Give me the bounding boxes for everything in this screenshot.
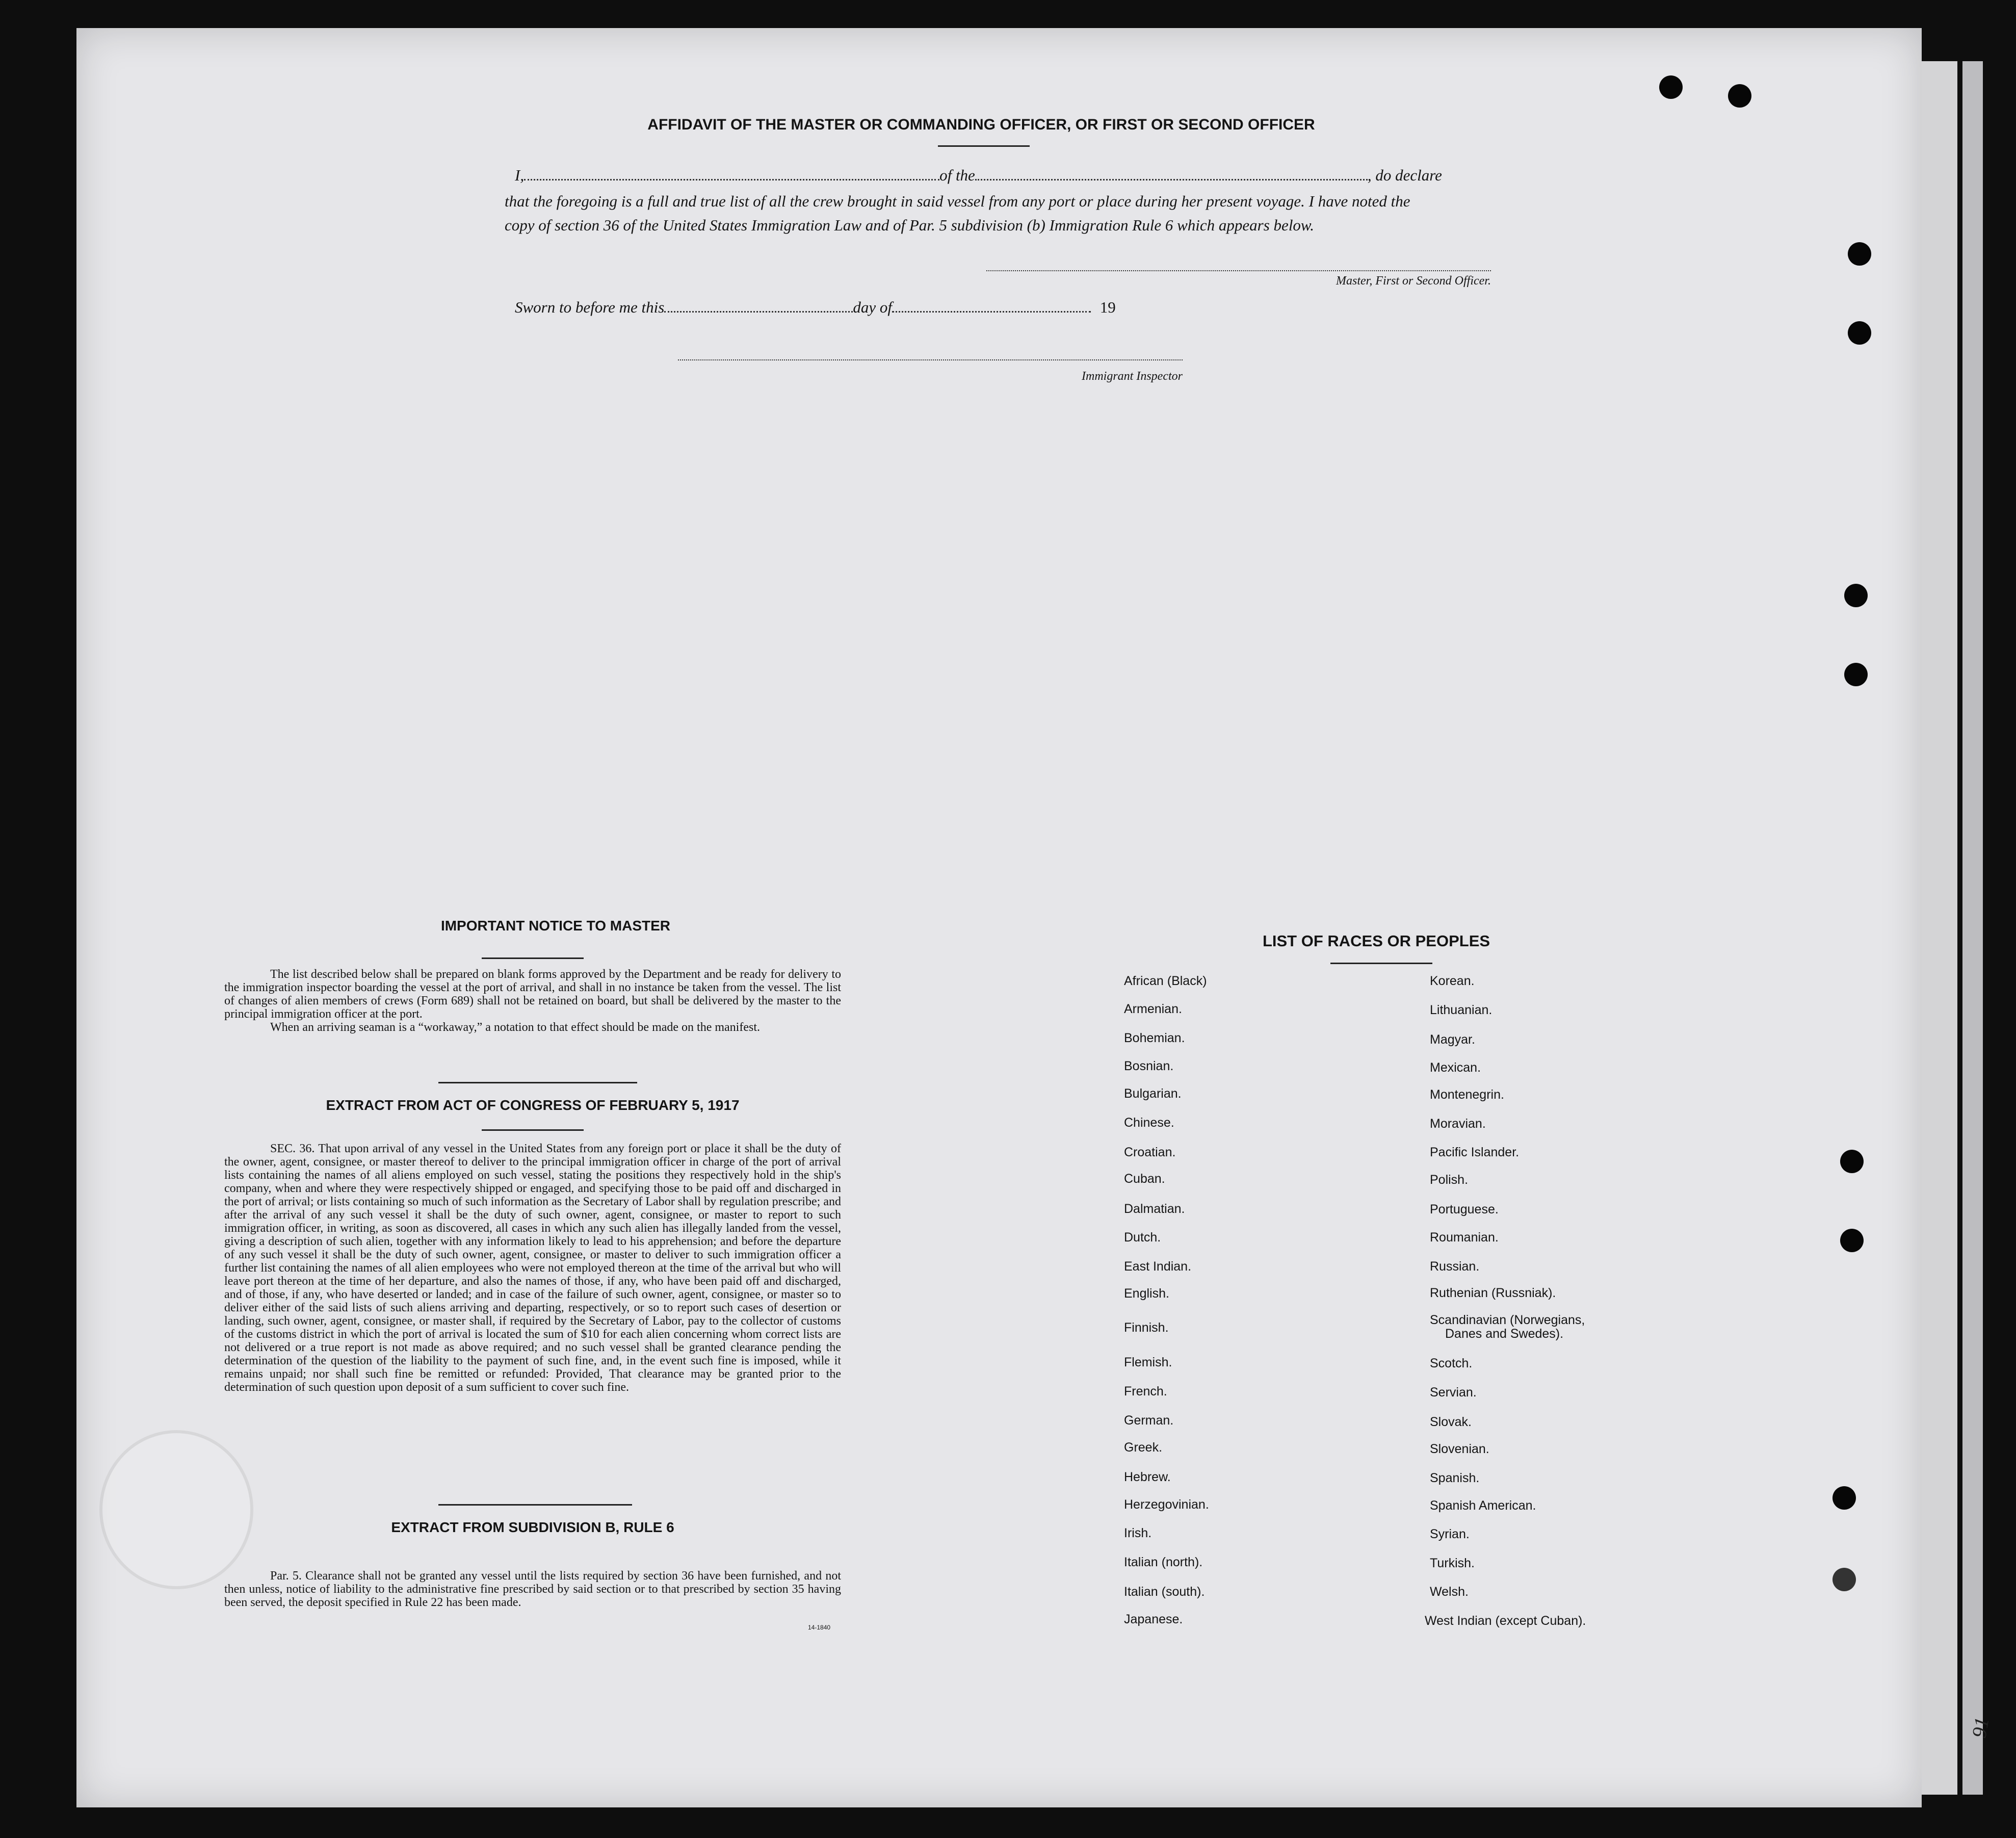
embossed-seal xyxy=(99,1430,253,1589)
affidavit-body xyxy=(505,161,1494,238)
act-extract-title: EXTRACT FROM ACT OF CONGRESS OF FEBRUARY 5, 1917 xyxy=(326,1097,740,1113)
race-right-item: Scandinavian (Norwegians, xyxy=(1430,1313,1585,1327)
notice-title: IMPORTANT NOTICE TO MASTER xyxy=(440,918,671,934)
race-right-item: Servian. xyxy=(1430,1385,1477,1400)
race-right-item: Slovenian. xyxy=(1430,1442,1489,1456)
race-right-item: Portuguese. xyxy=(1430,1202,1499,1216)
binder-hole xyxy=(1844,584,1868,607)
binder-hole xyxy=(1844,663,1868,686)
notice-paragraph-1: The list described below shall be prepared on blank forms approved by the Department and be ready for delivery to the immigration inspector boarding the vessel at the port of arrival, and shall in no instance be taken from the vessel. The list of changes of alien members of crews (Form 689) shall not be retained on board, but shall be delivered by the master to the principal immigration officer at the port. xyxy=(224,968,841,1021)
notice-paragraph-2: When an arriving seaman is a “workaway,” a notation to that effect should be made on the manifest. xyxy=(270,1021,760,1034)
notice-body xyxy=(224,968,841,1034)
race-right-item: Magyar. xyxy=(1430,1032,1475,1047)
race-left-item: Italian (south). xyxy=(1124,1585,1205,1599)
binder-hole xyxy=(1659,75,1683,99)
race-left-item: German. xyxy=(1124,1413,1174,1428)
race-left-item: French. xyxy=(1124,1384,1167,1399)
binder-hole xyxy=(1832,1568,1856,1591)
binder-hole xyxy=(1848,242,1871,266)
form-number: 14-1840 xyxy=(808,1624,831,1631)
divider xyxy=(938,145,1030,147)
race-right-item-continued: Danes and Swedes). xyxy=(1445,1327,1564,1341)
inspector-signature-line xyxy=(678,359,1183,360)
page-edge xyxy=(1922,61,1957,1795)
affidavit-line-1: I, of the , do declare xyxy=(515,166,1442,184)
affidavit-line-2: that the foregoing is a full and true list of all the crew brought in said vessel from any port or place during her present voyage. I have noted the xyxy=(505,192,1410,210)
divider xyxy=(482,1129,584,1131)
divider xyxy=(438,1082,637,1083)
margin-handwritten-number: 91 xyxy=(1967,1715,1994,1740)
race-left-item: African (Black) xyxy=(1124,974,1207,988)
rule-extract-text: Par. 5. Clearance shall not be granted any vessel until the lists required by section 36 have been furnished, and not then unless, notice of liability to the administrative fine prescribed by said section or to that prescribed by section 35 having been served, the deposit specified in Rule 22 has been made. xyxy=(224,1569,841,1609)
month-blank xyxy=(892,310,1091,313)
race-left-item: Bosnian. xyxy=(1124,1059,1174,1073)
divider xyxy=(1330,963,1432,964)
race-left-item: Italian (north). xyxy=(1124,1555,1203,1569)
race-left-item: Cuban. xyxy=(1124,1172,1165,1186)
inspector-signature-label: Immigrant Inspector xyxy=(1082,370,1183,383)
race-right-item: Spanish. xyxy=(1430,1471,1480,1485)
race-left-item: Herzegovinian. xyxy=(1124,1497,1209,1512)
race-left-item: Croatian. xyxy=(1124,1145,1176,1159)
race-left-item: Dalmatian. xyxy=(1124,1202,1185,1216)
race-right-item: Pacific Islander. xyxy=(1430,1145,1520,1159)
race-left-item: Irish. xyxy=(1124,1526,1152,1540)
binder-hole xyxy=(1728,84,1751,108)
race-left-item: Hebrew. xyxy=(1124,1470,1171,1484)
binder-hole xyxy=(1840,1150,1864,1173)
race-right-item: Polish. xyxy=(1430,1173,1469,1187)
act-extract-text: SEC. 36. That upon arrival of any vessel in the United States from any foreign port or place it shall be the duty of the owner, agent, consignee, or master thereof to deliver to the principal immigration officer in charge of the port of arrival lists containing the names of all aliens employed on such vessel, stating the positions they respectively hold in the ship's company, when and where they were respectively shipped or engaged, and specifying those to be paid off and discharged in the port of arrival; or lists containing so much of such information as the Secretary of Labor shall by regulation prescribe; and after the arrival of any such vessel it shall be the duty of such owner, agent, consignee, or master to report to such immigration officer, in writing, as soon as discovered, all cases in which any such alien has illegally landed from the vessel, giving a description of such alien, together with any information likely to lead to his apprehension; and before the departure of any such vessel it shall be the duty of such owner, agent, consignee, or master to deliver to such immigration officer a further list containing the names of all alien employees who were not employed thereon at the time of the arrival but who will leave port thereon at the time of her departure, and also the names of those, if any, who have been paid off and discharged, and of those, if any, who have deserted or landed; and in case of the failure of such owner, agent, consignee, or master so to deliver either of the said lists of such aliens arriving and departing, respectively, or so to report such cases of desertion or landing, such owner, agent, consignee, or master shall, if required by the Secretary of Labor, pay to the collector of customs of the customs district in which the port of arrival is located the sum of $10 for each alien concerning whom correct lists are not delivered or a true report is not made as above required; and no such vessel shall be granted clearance pending the determination of the question of the liability to the payment of such fine, and, in the event such fine is imposed, while it remains unpaid; nor shall such fine be remitted or refunded: Provided, That clearance may be granted prior to the determination of such question upon deposit of a sum sufficient to cover such fine. xyxy=(224,1142,841,1394)
race-right-item: West Indian (except Cuban). xyxy=(1425,1614,1586,1628)
race-right-item: Spanish American. xyxy=(1430,1498,1536,1513)
race-right-item: Korean. xyxy=(1430,974,1475,988)
vessel-blank xyxy=(975,178,1368,180)
race-right-item: Syrian. xyxy=(1430,1527,1470,1541)
officer-signature-label: Master, First or Second Officer. xyxy=(1336,274,1491,288)
race-right-item: Russian. xyxy=(1430,1259,1480,1274)
race-left-item: Chinese. xyxy=(1124,1116,1174,1130)
race-right-item: Slovak. xyxy=(1430,1415,1472,1429)
race-left-item: Armenian. xyxy=(1124,1002,1182,1016)
race-right-item: Mexican. xyxy=(1430,1060,1481,1075)
race-left-item: English. xyxy=(1124,1286,1169,1301)
race-left-item: Bohemian. xyxy=(1124,1031,1185,1045)
affidavit-line-3: copy of section 36 of the United States Immigration Law and of Par. 5 subdivision (b) Immigration Rule 6 which appears below. xyxy=(505,216,1315,234)
binder-hole xyxy=(1840,1229,1864,1252)
name-blank xyxy=(524,178,939,180)
race-left-item: Japanese. xyxy=(1124,1612,1183,1626)
day-blank xyxy=(664,310,853,313)
race-left-item: Finnish. xyxy=(1124,1321,1169,1335)
race-left-item: Dutch. xyxy=(1124,1230,1161,1245)
race-right-item: Roumanian. xyxy=(1430,1230,1499,1245)
race-right-item: Moravian. xyxy=(1430,1117,1486,1131)
divider xyxy=(482,957,584,959)
race-left-item: East Indian. xyxy=(1124,1259,1192,1274)
race-right-item: Scotch. xyxy=(1430,1356,1473,1370)
races-title: LIST OF RACES OR PEOPLES xyxy=(1262,932,1490,950)
officer-signature-line xyxy=(986,270,1491,271)
race-right-item: Ruthenian (Russniak). xyxy=(1430,1286,1556,1300)
race-left-item: Bulgarian. xyxy=(1124,1086,1182,1101)
sworn-line: Sworn to before me this day of 19 xyxy=(515,298,1116,316)
race-left-item: Greek. xyxy=(1124,1440,1163,1455)
race-right-item: Montenegrin. xyxy=(1430,1088,1504,1102)
race-left-item: Flemish. xyxy=(1124,1355,1172,1369)
race-right-item: Turkish. xyxy=(1430,1556,1475,1570)
binder-hole xyxy=(1832,1486,1856,1510)
page-edge xyxy=(1962,61,1983,1795)
binder-hole xyxy=(1848,321,1871,345)
race-right-item: Lithuanian. xyxy=(1430,1003,1493,1017)
divider xyxy=(438,1504,632,1506)
affidavit-title: AFFIDAVIT OF THE MASTER OR COMMANDING OFFICER, OR FIRST OR SECOND OFFICER xyxy=(647,116,1315,133)
race-right-item: Welsh. xyxy=(1430,1585,1469,1599)
rule-extract-title: EXTRACT FROM SUBDIVISION B, RULE 6 xyxy=(391,1519,674,1535)
